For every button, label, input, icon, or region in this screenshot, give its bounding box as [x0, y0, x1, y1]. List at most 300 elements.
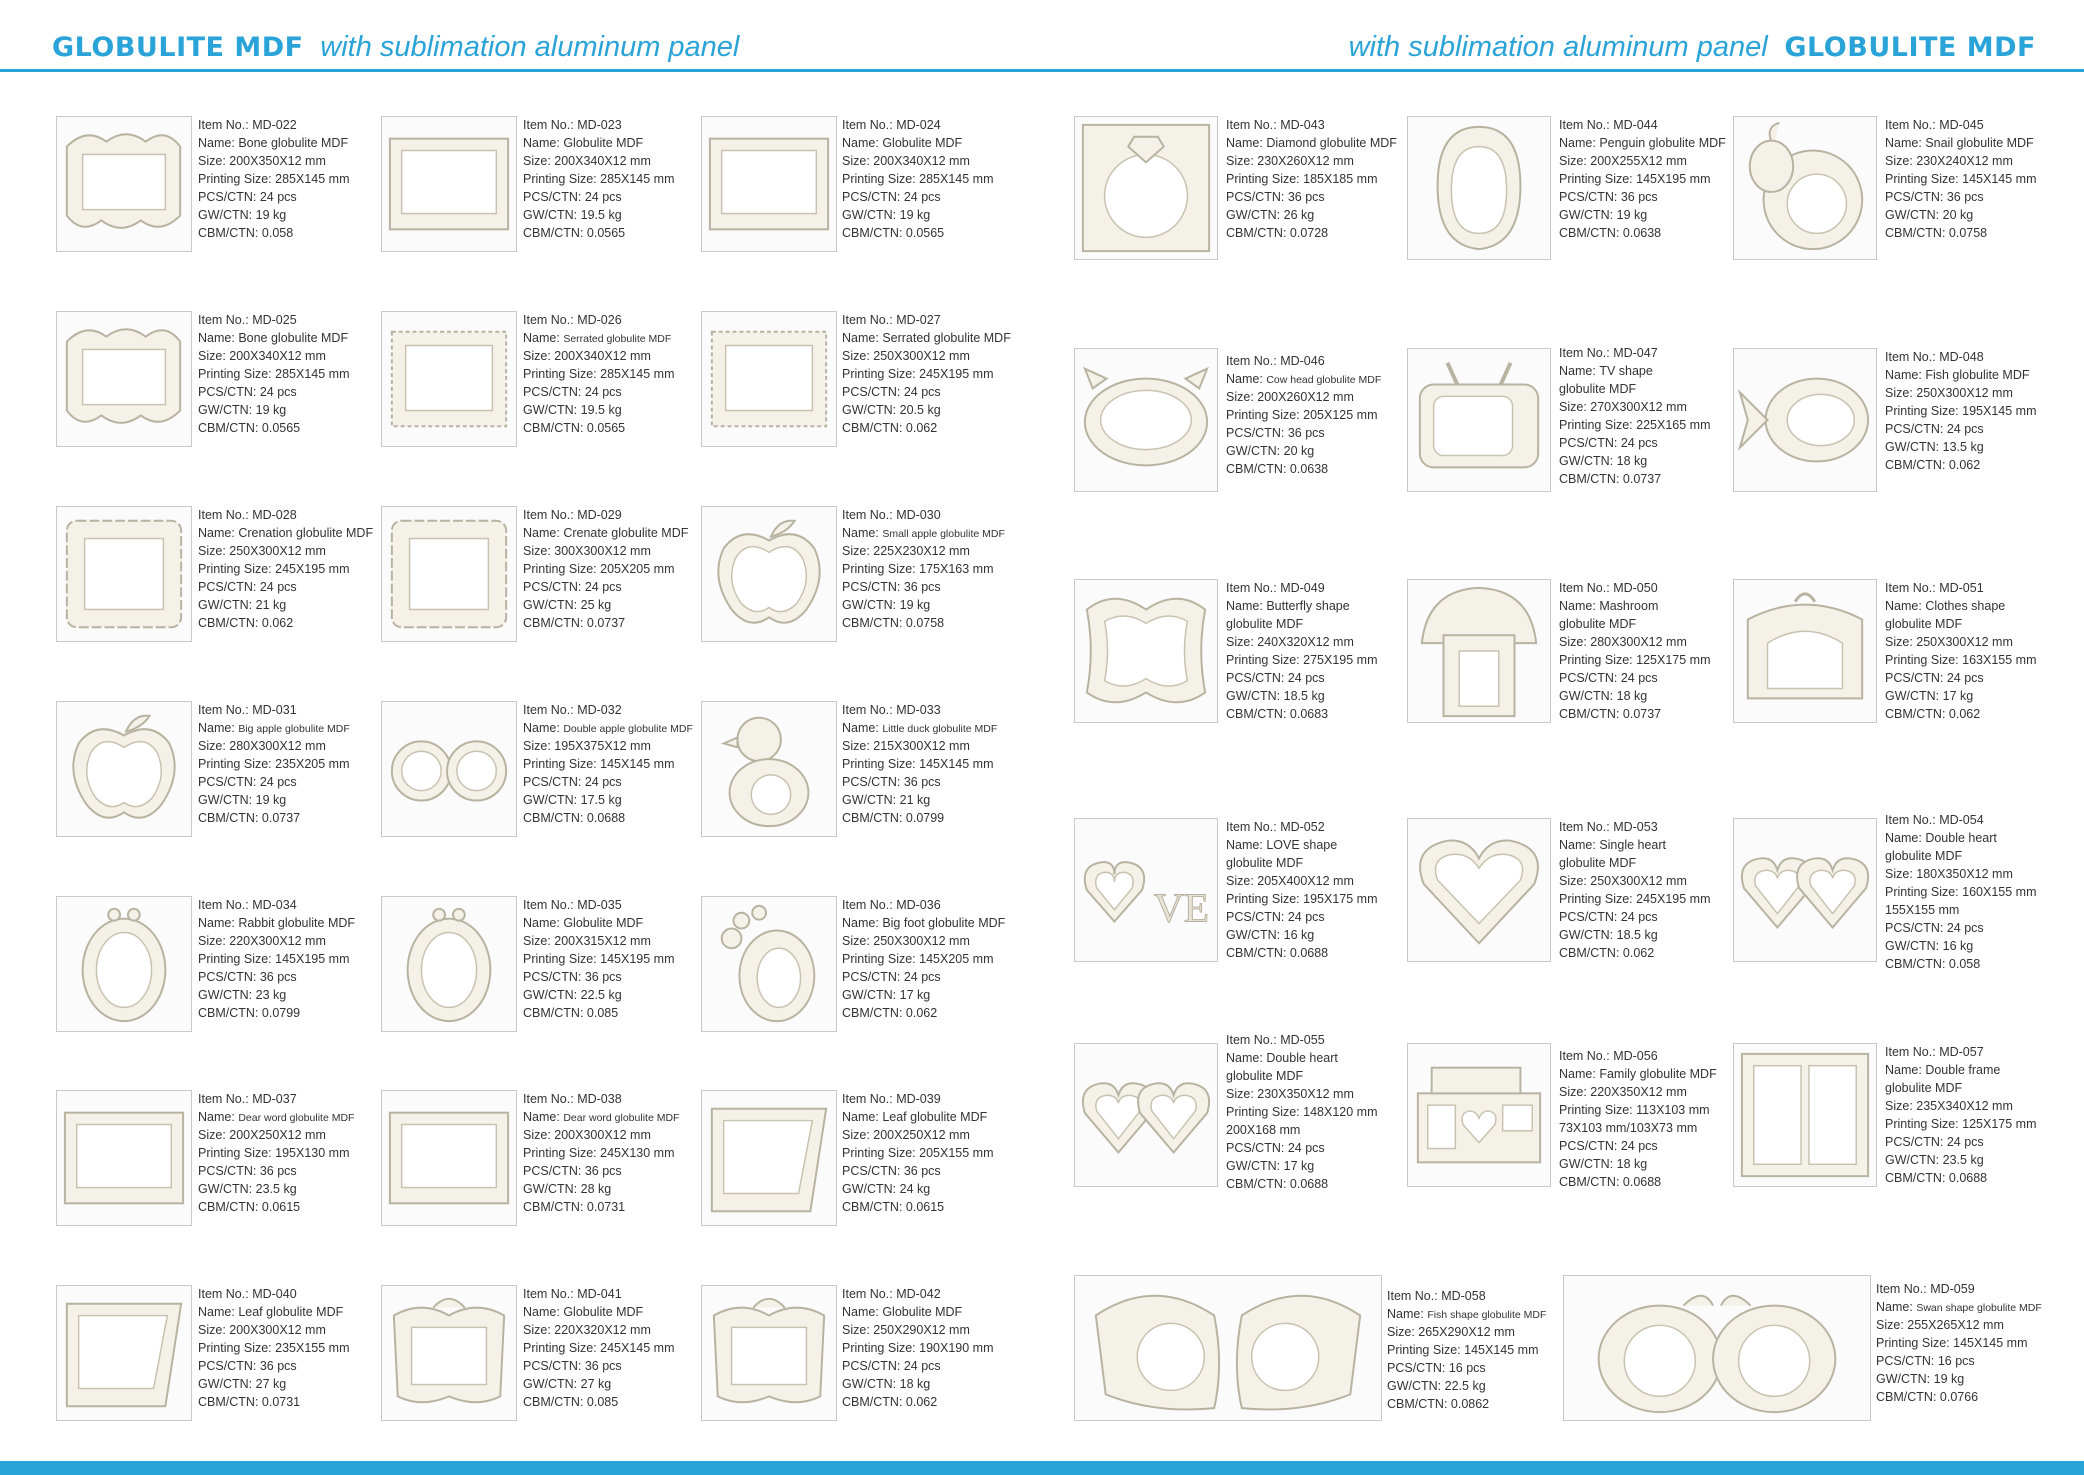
field-value: 145X145 mm — [919, 757, 994, 771]
field-label: Item No.: — [198, 508, 249, 522]
field-value: 155X155 mm — [1885, 903, 1960, 917]
field-value: 24 pcs — [1287, 1141, 1325, 1155]
family-frame-icon — [1407, 1043, 1551, 1187]
field-value: 0.0799 — [905, 811, 945, 825]
field-value: MD-050 — [1613, 581, 1658, 595]
field-value: MD-042 — [896, 1287, 941, 1301]
field-value: 235X155 mm — [275, 1341, 350, 1355]
field-value: 200X300X12 mm — [229, 1323, 326, 1337]
field-label: Item No.: — [1559, 118, 1610, 132]
field-value: 0.0688 — [1289, 1177, 1329, 1191]
field-label: GW/CTN: — [198, 1377, 253, 1391]
field-value: 20 kg — [1942, 208, 1974, 222]
field-label: GW/CTN: — [842, 1182, 897, 1196]
field-label: GW/CTN: — [842, 598, 897, 612]
field-value: 230X240X12 mm — [1916, 154, 2013, 168]
field-label: Printing Size: — [198, 1146, 272, 1160]
field-value: Fish shape globulite MDF — [1427, 1309, 1547, 1321]
field-value: MD-032 — [577, 703, 622, 717]
field-value: Double heart — [1925, 831, 1997, 845]
field-label: Name: — [198, 136, 235, 150]
field-label: Name: — [198, 526, 235, 540]
field-value: 280X300X12 mm — [229, 739, 326, 753]
field-value: MD-044 — [1613, 118, 1658, 132]
field-value: 21 kg — [255, 598, 287, 612]
field-value: 24 pcs — [1620, 910, 1658, 924]
field-value: globulite MDF — [1226, 1069, 1304, 1083]
diamond-frame-icon — [1074, 116, 1218, 260]
field-label: Item No.: — [1885, 350, 1936, 364]
field-label: PCS/CTN: — [523, 970, 582, 984]
field-value: 0.0688 — [1948, 1171, 1988, 1185]
field-value: Little duck globulite MDF — [882, 723, 998, 735]
field-value: 0.0683 — [1289, 707, 1329, 721]
field-label: CBM/CTN: — [523, 421, 584, 435]
field-label: CBM/CTN: — [1226, 946, 1287, 960]
field-value: 24 pcs — [903, 1359, 941, 1373]
field-label: PCS/CTN: — [842, 580, 901, 594]
field-value: 20.5 kg — [899, 403, 941, 417]
field-value: 195X175 mm — [1303, 892, 1378, 906]
double-circle-frame-icon — [381, 701, 517, 837]
field-value: MD-038 — [577, 1092, 622, 1106]
field-label: Printing Size: — [1387, 1343, 1461, 1357]
rect-frame-icon — [381, 116, 517, 252]
field-label: GW/CTN: — [198, 598, 253, 612]
field-label: PCS/CTN: — [198, 970, 257, 984]
field-label: Item No.: — [1885, 118, 1936, 132]
field-label: GW/CTN: — [198, 793, 253, 807]
field-value: 145X145 mm — [1962, 172, 2037, 186]
brand-title: GLOBULITE MDF — [1784, 32, 2036, 63]
field-value: 23.5 kg — [255, 1182, 297, 1196]
field-value: globulite MDF — [1559, 617, 1637, 631]
field-value: globulite MDF — [1885, 617, 1963, 631]
field-value: 16 kg — [1942, 939, 1974, 953]
field-value: MD-058 — [1441, 1289, 1486, 1303]
field-label: GW/CTN: — [523, 208, 578, 222]
field-label: PCS/CTN: — [1559, 436, 1618, 450]
crenate-frame-icon — [381, 506, 517, 642]
field-value: Globulite MDF — [563, 136, 644, 150]
field-label: Size: — [1885, 154, 1913, 168]
field-value: 24 pcs — [584, 580, 622, 594]
field-label: Size: — [1885, 635, 1913, 649]
field-label: Item No.: — [1226, 354, 1277, 368]
field-label: Size: — [198, 1128, 226, 1142]
brand-title: GLOBULITE MDF — [52, 32, 304, 63]
field-label: Item No.: — [1885, 1045, 1936, 1059]
field-value: 255X265X12 mm — [1907, 1318, 2004, 1332]
field-label: CBM/CTN: — [1226, 707, 1287, 721]
field-label: Name: — [523, 526, 560, 540]
field-label: Name: — [842, 1110, 879, 1124]
field-label: Printing Size: — [1885, 404, 1959, 418]
field-label: PCS/CTN: — [198, 385, 257, 399]
field-label: PCS/CTN: — [1559, 190, 1618, 204]
product-specs — [1885, 579, 2037, 723]
field-label: PCS/CTN: — [1885, 190, 1944, 204]
field-label: Item No.: — [1559, 581, 1610, 595]
field-value: Clothes shape — [1925, 599, 2006, 613]
field-label: PCS/CTN: — [198, 1359, 257, 1373]
product-specs — [523, 896, 675, 1022]
field-label: Printing Size: — [523, 367, 597, 381]
product-specs — [1226, 352, 1381, 478]
field-label: Name: — [1226, 372, 1263, 386]
field-value: 36 pcs — [584, 1359, 622, 1373]
field-value: 17 kg — [1942, 689, 1974, 703]
field-value: 0.062 — [1948, 707, 1981, 721]
field-value: 36 pcs — [259, 970, 297, 984]
field-value: 22.5 kg — [1444, 1379, 1486, 1393]
field-label: PCS/CTN: — [1226, 910, 1285, 924]
field-value: MD-029 — [577, 508, 622, 522]
field-label: PCS/CTN: — [523, 1359, 582, 1373]
field-value: 19.5 kg — [580, 403, 622, 417]
field-label: Printing Size: — [842, 1341, 916, 1355]
field-value: globulite MDF — [1559, 856, 1637, 870]
field-label: PCS/CTN: — [523, 580, 582, 594]
field-label: CBM/CTN: — [1559, 707, 1620, 721]
field-label: GW/CTN: — [198, 208, 253, 222]
field-value: MD-027 — [896, 313, 941, 327]
field-value: Leaf globulite MDF — [238, 1305, 344, 1319]
serrated-frame-icon — [381, 311, 517, 447]
product-specs — [1559, 818, 1711, 962]
field-label: Item No.: — [198, 703, 249, 717]
field-label: Size: — [523, 1323, 551, 1337]
field-label: Size: — [198, 739, 226, 753]
field-value: 36 pcs — [903, 1164, 941, 1178]
field-value: 24 pcs — [903, 385, 941, 399]
field-label: GW/CTN: — [1226, 689, 1281, 703]
field-label: Size: — [1559, 635, 1587, 649]
field-value: 275X195 mm — [1303, 653, 1378, 667]
field-label: GW/CTN: — [1226, 444, 1281, 458]
field-value: 19 kg — [899, 208, 931, 222]
field-label: CBM/CTN: — [1226, 226, 1287, 240]
field-label: PCS/CTN: — [842, 385, 901, 399]
field-value: Serrated globulite MDF — [882, 331, 1011, 345]
field-value: Fish globulite MDF — [1925, 368, 2030, 382]
field-value: Big apple globulite MDF — [238, 723, 350, 735]
field-value: MD-036 — [896, 898, 941, 912]
field-label: GW/CTN: — [1226, 928, 1281, 942]
field-value: 0.0799 — [261, 1006, 301, 1020]
field-value: 145X195 mm — [275, 952, 350, 966]
field-label: CBM/CTN: — [198, 1006, 259, 1020]
field-label: Item No.: — [1876, 1282, 1927, 1296]
field-label: CBM/CTN: — [523, 811, 584, 825]
field-label: Name: — [842, 331, 879, 345]
field-label: Size: — [1226, 874, 1254, 888]
field-label: Name: — [1885, 368, 1922, 382]
field-label: Name: — [198, 1305, 235, 1319]
field-value: 200X250X12 mm — [229, 1128, 326, 1142]
field-label: CBM/CTN: — [198, 811, 259, 825]
field-label: CBM/CTN: — [1559, 946, 1620, 960]
field-value: MD-035 — [577, 898, 622, 912]
field-label: Item No.: — [842, 313, 893, 327]
field-label: Printing Size: — [842, 367, 916, 381]
field-value: 230X260X12 mm — [1257, 154, 1354, 168]
field-label: CBM/CTN: — [1885, 1171, 1946, 1185]
field-label: Item No.: — [1559, 1049, 1610, 1063]
product-specs — [198, 701, 350, 827]
field-label: Printing Size: — [1226, 408, 1300, 422]
product-specs — [842, 506, 1005, 632]
field-label: Printing Size: — [842, 172, 916, 186]
field-value: 36 pcs — [1946, 190, 1984, 204]
field-value: MD-030 — [896, 508, 941, 522]
field-value: 36 pcs — [903, 580, 941, 594]
field-label: PCS/CTN: — [842, 1164, 901, 1178]
product-specs — [523, 1285, 675, 1411]
field-value: 0.062 — [1622, 946, 1655, 960]
field-label: GW/CTN: — [1559, 928, 1614, 942]
field-label: CBM/CTN: — [523, 1200, 584, 1214]
product-specs — [1885, 116, 2037, 242]
field-value: Bone globulite MDF — [238, 331, 349, 345]
field-label: Name: — [198, 916, 235, 930]
field-value: 27 kg — [255, 1377, 287, 1391]
field-value: 200X340X12 mm — [873, 154, 970, 168]
field-label: CBM/CTN: — [523, 226, 584, 240]
field-value: 230X350X12 mm — [1257, 1087, 1354, 1101]
field-value: MD-034 — [252, 898, 297, 912]
field-label: CBM/CTN: — [842, 421, 903, 435]
field-value: 245X195 mm — [919, 367, 994, 381]
apple-frame-icon — [56, 701, 192, 837]
field-value: 36 pcs — [1287, 426, 1325, 440]
field-label: Name: — [1226, 838, 1263, 852]
field-value: 0.0862 — [1450, 1397, 1490, 1411]
field-label: GW/CTN: — [1559, 454, 1614, 468]
field-value: globulite MDF — [1226, 856, 1304, 870]
field-label: Name: — [1226, 136, 1263, 150]
field-value: 36 pcs — [259, 1164, 297, 1178]
oval-frame-icon — [381, 896, 517, 1032]
field-value: 24 pcs — [1620, 1139, 1658, 1153]
field-value: 16 pcs — [1448, 1361, 1486, 1375]
field-label: CBM/CTN: — [1885, 957, 1946, 971]
field-label: Size: — [198, 154, 226, 168]
field-value: MD-059 — [1930, 1282, 1975, 1296]
fish-frame-icon — [1733, 348, 1877, 492]
field-label: Size: — [1876, 1318, 1904, 1332]
field-value: 24 pcs — [584, 190, 622, 204]
field-value: MD-025 — [252, 313, 297, 327]
field-value: MD-023 — [577, 118, 622, 132]
field-value: 245X195 mm — [1636, 892, 1711, 906]
field-value: 220X300X12 mm — [229, 934, 326, 948]
field-label: CBM/CTN: — [842, 616, 903, 630]
field-value: MD-026 — [577, 313, 622, 327]
field-label: Size: — [842, 349, 870, 363]
field-label: PCS/CTN: — [1885, 422, 1944, 436]
field-value: 24 pcs — [584, 775, 622, 789]
field-label: Size: — [842, 544, 870, 558]
field-value: globulite MDF — [1559, 382, 1637, 396]
field-label: Name: — [1387, 1307, 1424, 1321]
field-value: 24 pcs — [1946, 1135, 1984, 1149]
field-label: Printing Size: — [198, 952, 272, 966]
field-label: Size: — [842, 1323, 870, 1337]
field-value: MD-043 — [1280, 118, 1325, 132]
rect-frame-icon — [701, 116, 837, 252]
field-value: Rabbit globulite MDF — [238, 916, 356, 930]
field-value: 28 kg — [580, 1182, 612, 1196]
field-label: Name: — [198, 721, 235, 735]
product-specs — [523, 1090, 679, 1216]
field-value: Diamond globulite MDF — [1266, 136, 1397, 150]
product-specs — [842, 701, 997, 827]
field-value: 19 kg — [255, 403, 287, 417]
field-label: Item No.: — [1226, 1033, 1277, 1047]
field-value: Crenate globulite MDF — [563, 526, 689, 540]
field-value: 36 pcs — [1287, 190, 1325, 204]
field-label: Size: — [523, 349, 551, 363]
field-value: 24 pcs — [1620, 436, 1658, 450]
field-label: PCS/CTN: — [1559, 910, 1618, 924]
field-label: PCS/CTN: — [523, 385, 582, 399]
field-label: Name: — [198, 1110, 235, 1124]
field-value: MD-047 — [1613, 346, 1658, 360]
field-value: 220X320X12 mm — [554, 1323, 651, 1337]
field-label: CBM/CTN: — [1559, 226, 1620, 240]
field-label: CBM/CTN: — [1387, 1397, 1448, 1411]
field-value: 0.085 — [586, 1395, 619, 1409]
field-value: 285X145 mm — [600, 367, 675, 381]
field-value: 23.5 kg — [1942, 1153, 1984, 1167]
field-label: PCS/CTN: — [523, 1164, 582, 1178]
field-label: PCS/CTN: — [1885, 921, 1944, 935]
field-value: 220X350X12 mm — [1590, 1085, 1687, 1099]
double-frame-icon — [1733, 1043, 1877, 1187]
field-value: Globulite MDF — [882, 136, 963, 150]
field-value: 235X340X12 mm — [1916, 1099, 2013, 1113]
rect-frame-icon — [381, 1090, 517, 1226]
header-subtitle: with sublimation aluminum panel — [320, 31, 740, 63]
field-label: CBM/CTN: — [198, 1200, 259, 1214]
field-label: Printing Size: — [523, 1341, 597, 1355]
field-label: GW/CTN: — [523, 598, 578, 612]
product-specs — [842, 896, 1005, 1022]
field-label: Size: — [198, 349, 226, 363]
field-value: 200X340X12 mm — [554, 349, 651, 363]
field-label: PCS/CTN: — [198, 190, 257, 204]
header-right — [1349, 30, 2036, 70]
apple-frame-icon — [701, 506, 837, 642]
field-label: GW/CTN: — [1226, 208, 1281, 222]
field-label: GW/CTN: — [1226, 1159, 1281, 1173]
field-label: Printing Size: — [1559, 172, 1633, 186]
field-label: Size: — [523, 739, 551, 753]
header-left — [52, 30, 739, 70]
field-label: PCS/CTN: — [523, 775, 582, 789]
field-value: 18.5 kg — [1283, 689, 1325, 703]
field-value: 200X350X12 mm — [229, 154, 326, 168]
field-label: CBM/CTN: — [1885, 707, 1946, 721]
field-value: MD-022 — [252, 118, 297, 132]
field-label: Size: — [1885, 386, 1913, 400]
field-value: 148X120 mm — [1303, 1105, 1378, 1119]
field-value: 36 pcs — [584, 1164, 622, 1178]
product-specs — [198, 506, 373, 632]
field-value: 24 pcs — [1287, 910, 1325, 924]
field-label: Name: — [523, 1305, 560, 1319]
field-label: Name: — [1559, 838, 1596, 852]
field-value: 205X400X12 mm — [1257, 874, 1354, 888]
field-value: 195X375X12 mm — [554, 739, 651, 753]
field-label: PCS/CTN: — [1226, 426, 1285, 440]
product-specs — [1559, 116, 1726, 242]
field-value: Globulite MDF — [563, 1305, 644, 1319]
field-label: Size: — [198, 934, 226, 948]
field-value: 200X255X12 mm — [1590, 154, 1687, 168]
field-label: Item No.: — [1559, 820, 1610, 834]
field-value: 24 pcs — [903, 190, 941, 204]
field-label: Item No.: — [1885, 813, 1936, 827]
field-value: 19 kg — [255, 208, 287, 222]
field-label: PCS/CTN: — [198, 1164, 257, 1178]
field-value: 200X250X12 mm — [873, 1128, 970, 1142]
field-label: Name: — [1885, 599, 1922, 613]
field-label: PCS/CTN: — [1226, 671, 1285, 685]
field-label: Printing Size: — [198, 172, 272, 186]
field-label: GW/CTN: — [1876, 1372, 1931, 1386]
field-value: 205X205 mm — [600, 562, 675, 576]
butterfly-frame-icon — [1074, 579, 1218, 723]
field-label: Name: — [523, 721, 560, 735]
field-value: 0.062 — [1948, 458, 1981, 472]
field-value: 19 kg — [1616, 208, 1648, 222]
field-label: Item No.: — [1559, 346, 1610, 360]
field-label: PCS/CTN: — [523, 190, 582, 204]
field-label: Printing Size: — [523, 562, 597, 576]
field-value: 0.0758 — [1948, 226, 1988, 240]
field-label: Printing Size: — [1885, 653, 1959, 667]
field-value: 245X130 mm — [600, 1146, 675, 1160]
field-label: Item No.: — [1226, 820, 1277, 834]
field-label: Name: — [1885, 136, 1922, 150]
field-label: Name: — [523, 1110, 560, 1124]
field-value: 180X350X12 mm — [1916, 867, 2013, 881]
field-label: Name: — [1559, 364, 1596, 378]
field-value: MD-031 — [252, 703, 297, 717]
field-value: Globulite MDF — [563, 916, 644, 930]
field-value: 24 pcs — [259, 385, 297, 399]
field-value: MD-039 — [896, 1092, 941, 1106]
field-value: 250X300X12 mm — [229, 544, 326, 558]
field-label: GW/CTN: — [198, 403, 253, 417]
field-value: 23 kg — [255, 988, 287, 1002]
field-label: Size: — [1559, 874, 1587, 888]
field-label: GW/CTN: — [1387, 1379, 1442, 1393]
field-label: Printing Size: — [523, 1146, 597, 1160]
field-value: 0.062 — [905, 1395, 938, 1409]
field-value: 18.5 kg — [1616, 928, 1658, 942]
field-label: Size: — [1559, 154, 1587, 168]
field-label: Item No.: — [523, 118, 574, 132]
field-label: PCS/CTN: — [1885, 671, 1944, 685]
field-value: 0.058 — [1948, 957, 1981, 971]
field-label: GW/CTN: — [1885, 689, 1940, 703]
field-value: MD-057 — [1939, 1045, 1984, 1059]
field-label: CBM/CTN: — [1226, 462, 1287, 476]
field-value: 13.5 kg — [1942, 440, 1984, 454]
